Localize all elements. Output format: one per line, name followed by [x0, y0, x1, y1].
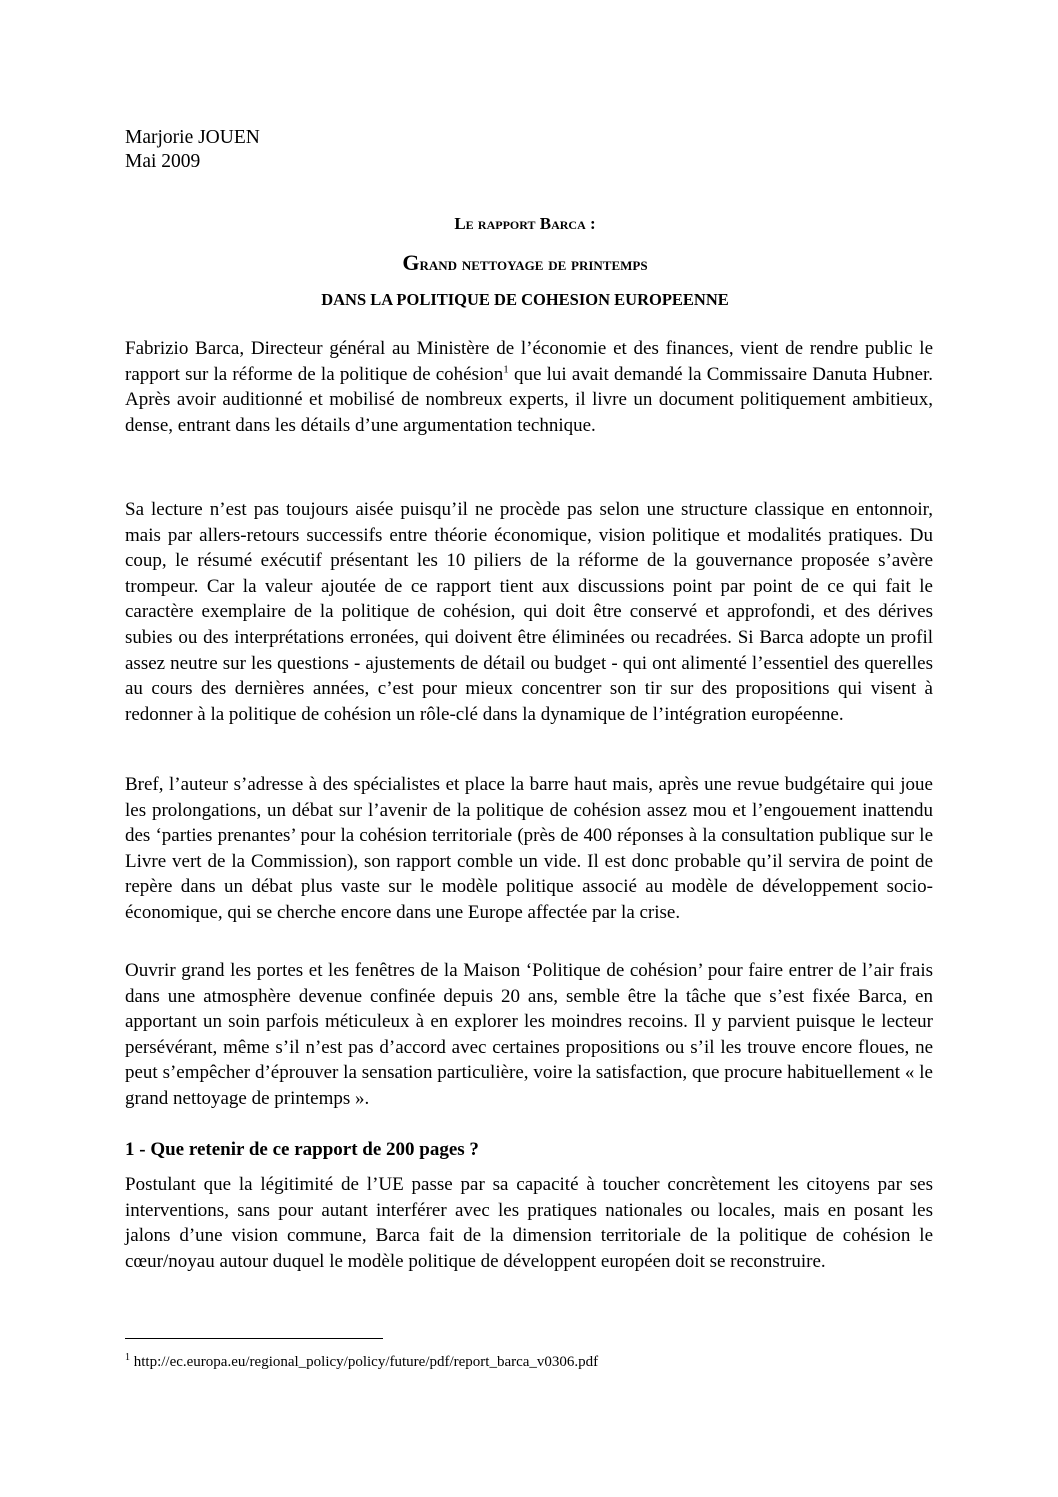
paragraph-3: Bref, l’auteur s’adresse à des spécialistes et place la barre haut mais, après une revue budgétaire qui joue les prolongations, un débat sur l’avenir de la politique de cohésion assez mou et l’engouement inattendu des ‘parties prenantes’ pour la cohésion territoriale (près de 400 réponses à la consultation publique sur le Livre vert de la Commission), son rapport comble un vide. Il est donc probable qu’il servira de point de repère dans un débat plus vaste sur le modèle politique associé au modèle de développement socio-économique, qui se cherche encore dans une Europe affectée par la crise. [125, 774, 933, 923]
paragraph-1-text-cont: que lui avait demandé la Commissaire Danuta Hubner. Après avoir auditionné et mobilisé de nombreux experts, il livre un document politiquement ambitieux, dense, entrant dans les détails d’une argumentation technique. [125, 363, 933, 436]
document-date: Mai 2009 [125, 151, 201, 172]
paragraph-5: Postulant que la légitimité de l’UE passe par sa capacité à toucher concrètement les citoyens par ses interventions, sans pour autant interférer avec les pratiques nationales ou locales, mais en posant les jalons d’une vision commune, Barca fait de la dimension territoriale de la politique de cohésion le cœur/noyau autour duquel le modèle politique de développent européen doit se reconstruire. [125, 1174, 933, 1272]
paragraph-4: Ouvrir grand les portes et les fenêtres de la Maison ‘Politique de cohésion’ pour faire entrer de l’air frais dans une atmosphère devenue confinée depuis 20 ans, semble être la tâche que s’est fixée Barca, en apportant un soin parfois méticuleux à en explorer les moindres recoins. Il y parvient puisque le lecteur persévérant, même s’il n’est pas d’accord avec certaines propositions ou s’il les trouve encore floues, ne peut s’empêcher d’éprouver la sensation particulière, voire la satisfaction, que procure habituellement « le grand nettoyage de printemps ». [125, 960, 933, 1109]
paragraph-1-text: Fabrizio Barca, Directeur général au Ministère de l’économie et des finances, vient de rendre public le rapport sur la réforme de la politique de cohésion [125, 338, 933, 385]
footnote-ref[interactable]: 1 [503, 363, 509, 376]
author-block [125, 126, 260, 174]
section-heading-1: 1 - Que retenir de ce rapport de 200 pages ? [125, 1139, 479, 1160]
author-name: Marjorie JOUEN [125, 127, 260, 148]
paragraph-1 [125, 336, 933, 438]
main-title-initial: G [402, 250, 420, 275]
footnote-number: 1 [125, 1352, 130, 1363]
footnote-separator [125, 1338, 383, 1339]
title-kicker: Le rapport Barca : [454, 214, 596, 233]
footnote [125, 1354, 598, 1371]
subtitle: DANS LA POLITIQUE DE COHESION EUROPEENNE [321, 290, 729, 309]
main-title-rest: rand nettoyage de printemps [419, 254, 648, 275]
footnote-link[interactable]: http://ec.europa.eu/regional_policy/policy/future/pdf/report_barca_v0306.pdf [130, 1354, 599, 1370]
main-title [125, 250, 925, 276]
paragraph-2: Sa lecture n’est pas toujours aisée puisqu’il ne procède pas selon une structure classique en entonnoir, mais par allers-retours successifs entre théorie économique, vision politique et modalités pratiques. Du coup, le résumé exécutif présentant les 10 piliers de la réforme de la gouvernance proposée s’avère trompeur. Car la valeur ajoutée de ce rapport tient aux discussions point par point de ce qui fait le caractère exemplaire de la politique de cohésion, qui doit être conservé et approfondi, et des dérives subies ou des interprétations erronées, qui doivent être éliminées ou recadrées. Si Barca adopte un profil assez neutre sur les questions - ajustements de détail ou budget - qui ont alimenté l’essentiel des querelles au cours des dernières années, c’est pour mieux concentrer son tir sur des propositions qui visent à redonner à la politique de cohésion un rôle-clé dans la dynamique de l’intégration européenne. [125, 499, 933, 725]
